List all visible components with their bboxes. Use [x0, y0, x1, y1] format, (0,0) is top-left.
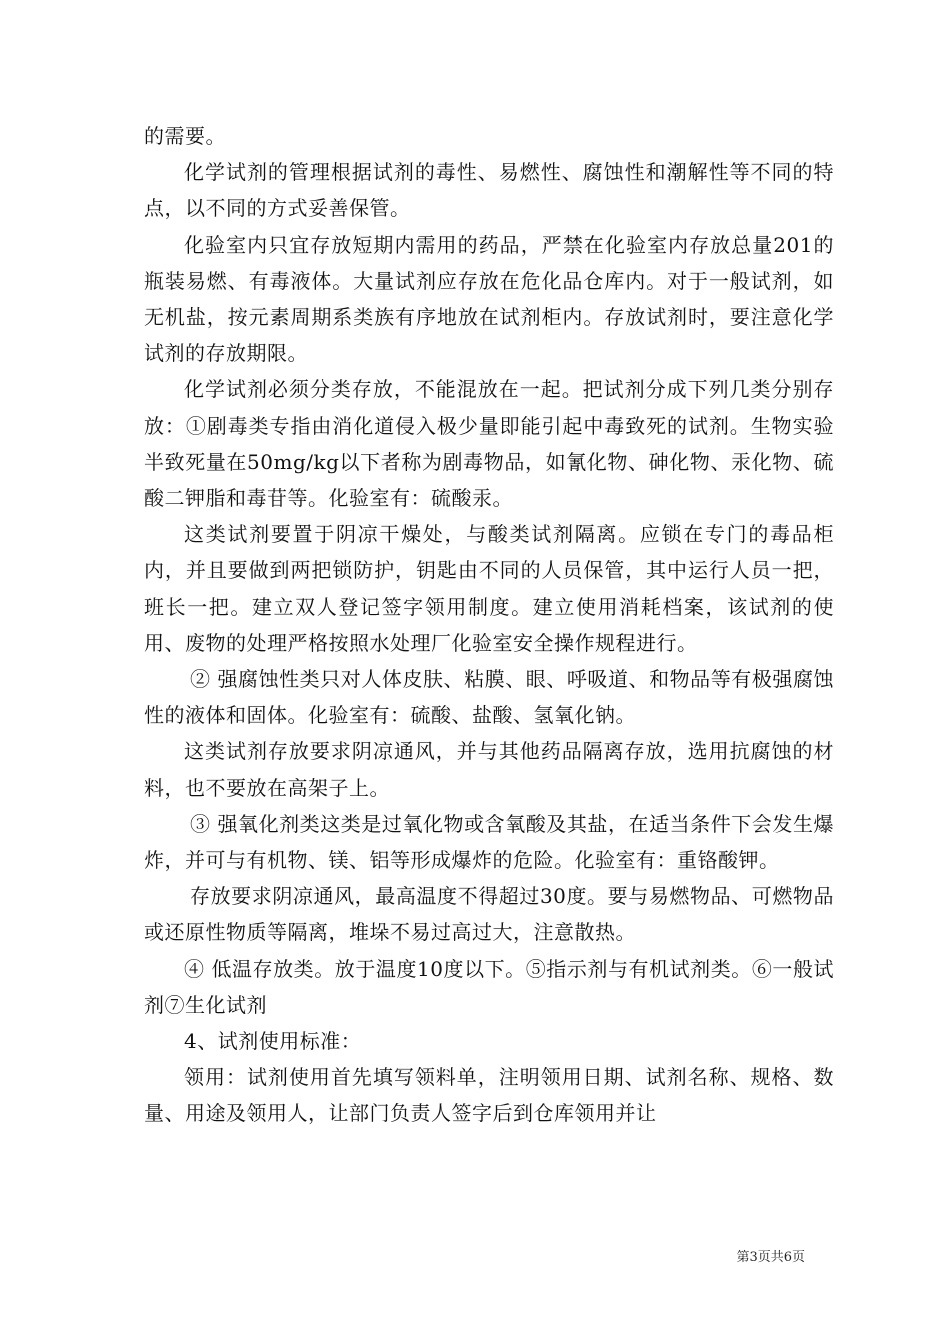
paragraph-2: 化学试剂的管理根据试剂的毒性、易燃性、腐蚀性和潮解性等不同的特点，以不同的方式妥善保管。: [144, 160, 834, 221]
paragraph-7: 这类试剂存放要求阴凉通风，并与其他药品隔离存放，选用抗腐蚀的材料，也不要放在高架子上。: [144, 739, 834, 800]
document-body: [144, 118, 834, 1132]
paragraph-12: 领用：试剂使用首先填写领料单，注明领用日期、试剂名称、规格、数量、用途及领用人，让部门负责人签字后到仓库领用并让: [144, 1065, 834, 1126]
paragraph-1: 的需要。: [144, 124, 226, 148]
paragraph-11: 4、试剂使用标准：: [184, 1029, 362, 1054]
paragraph-5: 这类试剂要置于阴凉干燥处，与酸类试剂隔离。应锁在专门的毒品柜内，并且要做到两把锁防护，钥匙由不同的人员保管，其中运行人员一把，班长一把。建立双人登记签字领用制度。建立使用消耗档案，该试剂的使用、废物的处理严格按照水处理厂化验室安全操作规程进行。: [144, 522, 834, 655]
paragraph-4: 化学试剂必须分类存放，不能混放在一起。把试剂分成下列几类分别存放：①剧毒类专指由消化道侵入极少量即能引起中毒致死的试剂。生物实验半致死量在50mg/kg以下者称为剧毒物品，如氰化物、砷化物、汞化物、硫酸二钾脂和毒苷等。化验室有：硫酸汞。: [144, 377, 834, 511]
page-number: 第3页共6页: [736, 1250, 805, 1265]
paragraph-9: 存放要求阴凉通风，最高温度不得超过30度。要与易燃物品、可燃物品或还原性物质等隔离，堆垛不易过高过大，注意散热。: [144, 884, 834, 945]
paragraph-6: ② 强腐蚀性类只对人体皮肤、粘膜、眼、呼吸道、和物品等有极强腐蚀性的液体和固体。化验室有：硫酸、盐酸、氢氧化钠。: [144, 667, 834, 728]
paragraph-3: 化验室内只宜存放短期内需用的药品，严禁在化验室内存放总量201的瓶装易燃、有毒液体。大量试剂应存放在危化品仓库内。对于一般试剂，如无机盐，按元素周期系类族有序地放在试剂柜内。存放试剂时，要注意化学试剂的存放期限。: [144, 232, 834, 366]
paragraph-10: ④ 低温存放类。放于温度10度以下。⑤指示剂与有机试剂类。⑥一般试剂⑦生化试剂: [144, 956, 834, 1017]
paragraph-8: ③ 强氧化剂类这类是过氧化物或含氧酸及其盐，在适当条件下会发生爆炸，并可与有机物、镁、铝等形成爆炸的危险。化验室有：重铬酸钾。: [144, 811, 834, 873]
